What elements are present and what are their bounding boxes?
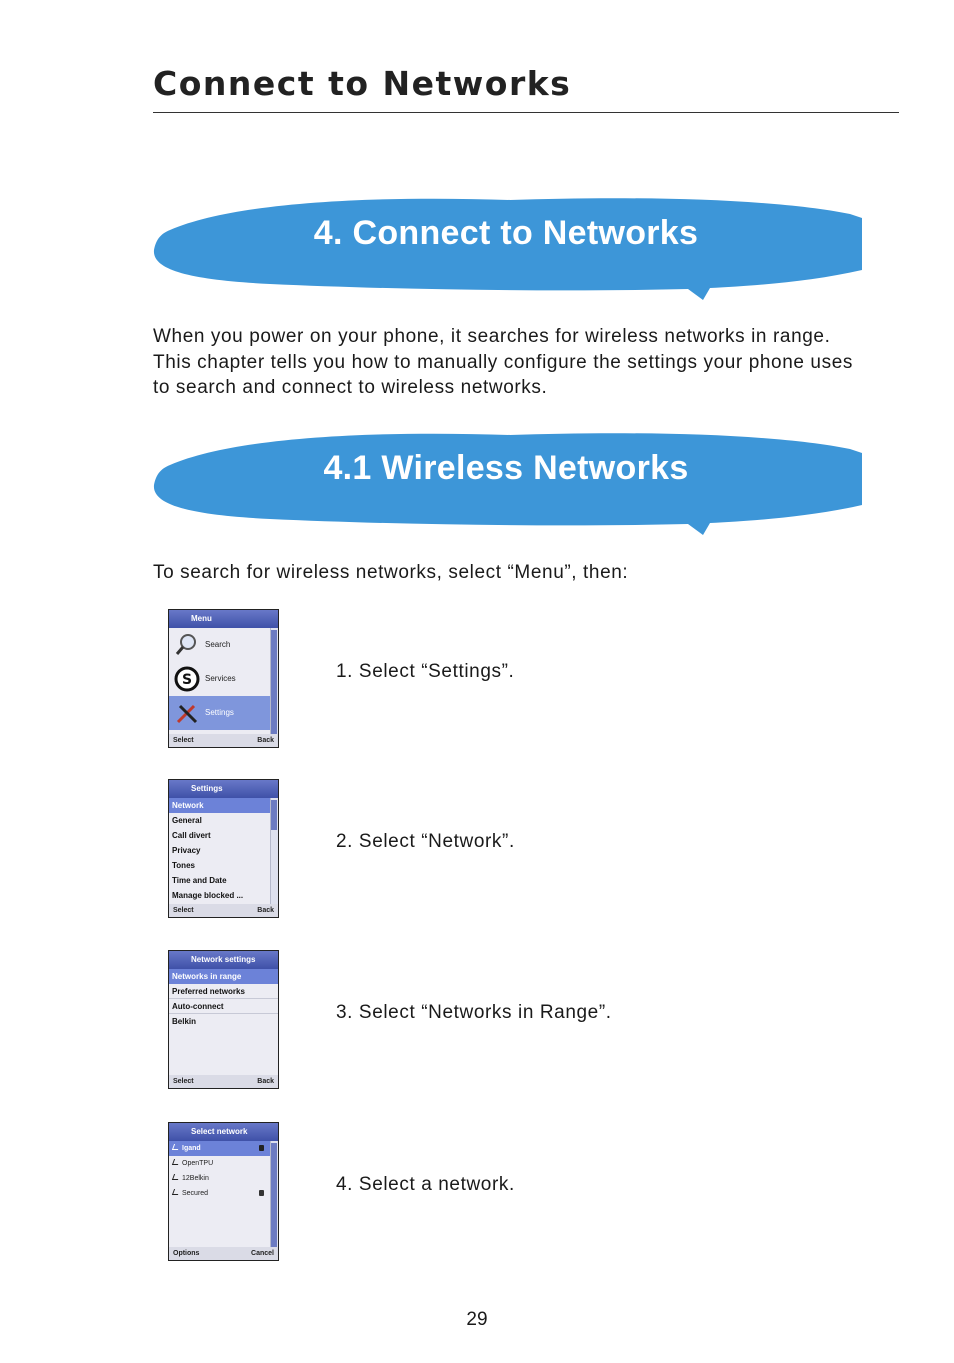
network-name: OpenTPU (182, 1160, 214, 1167)
step-4 (168, 1122, 808, 1262)
phone-screenshot-network-settings (168, 950, 279, 1089)
phone-softkeys (169, 734, 278, 747)
network-item (169, 1156, 270, 1171)
phone-screenshot-settings (168, 779, 279, 918)
chapter-title: 4. Connect to Networks (313, 214, 699, 252)
softkey-right: Back (257, 907, 274, 914)
softkey-left: Select (173, 737, 194, 744)
signal-icon (172, 1174, 180, 1180)
menu-item-label: Settings (205, 708, 234, 717)
phone-body (169, 1141, 270, 1247)
skype-icon (174, 666, 200, 692)
network-item (169, 1171, 270, 1186)
phone-scrollbar (270, 1141, 278, 1247)
signal-icon (172, 1144, 180, 1150)
phone-body (169, 969, 278, 1075)
tools-icon (174, 700, 200, 726)
phone-softkeys (169, 1247, 278, 1260)
list-item: General (172, 816, 202, 825)
phone-screenshot-select-network (168, 1122, 279, 1261)
network-name: Igand (182, 1145, 201, 1152)
step-label: 2. Select “Network”. (336, 831, 515, 852)
signal-icon (172, 1189, 180, 1195)
network-name: 12Belkin (182, 1175, 209, 1182)
running-head: Connect to Networks (153, 64, 572, 103)
lead-paragraph: To search for wireless networks, select “Menu”, then: (153, 562, 629, 583)
phone-softkeys (169, 904, 278, 917)
phone-scrollbar (270, 628, 278, 734)
network-item (169, 1141, 270, 1156)
menu-item-label: Search (205, 640, 231, 649)
lock-icon (259, 1190, 264, 1196)
phone-body (169, 798, 270, 904)
step-2 (168, 779, 808, 919)
softkey-right: Cancel (251, 1250, 274, 1257)
phone-title: Menu (169, 610, 278, 628)
list-item: Tones (172, 861, 195, 870)
menu-item-services (169, 662, 270, 696)
list-item: Preferred networks (169, 984, 278, 999)
step-3 (168, 950, 808, 1090)
phone-softkeys (169, 1075, 278, 1088)
list-item: Time and Date (172, 876, 227, 885)
menu-item-label: Services (205, 674, 236, 683)
magnifier-icon (174, 632, 200, 658)
softkey-left: Select (173, 907, 194, 914)
list-item: Belkin (172, 1017, 197, 1026)
section-title: 4.1 Wireless Networks (323, 449, 689, 487)
list-item: Call divert (172, 831, 211, 840)
phone-body (169, 628, 270, 734)
softkey-right: Back (257, 1078, 274, 1085)
phone-title: Settings (169, 780, 278, 798)
phone-screenshot-menu (168, 609, 279, 748)
menu-item-search (169, 628, 270, 662)
signal-icon (172, 1159, 180, 1165)
svg-text:S: S (181, 672, 193, 688)
header-rule (153, 112, 899, 113)
intro-paragraph: When you power on your phone, it searches for wireless networks in range. This chapter tells you how to manually configure the settings your phone uses to search and connect to wireless networks. (153, 326, 853, 398)
step-label: 1. Select “Settings”. (336, 661, 515, 682)
menu-item-settings (169, 696, 270, 730)
section-banner (150, 427, 862, 539)
step-1 (168, 609, 808, 749)
page-number: 29 (466, 1309, 488, 1330)
list-item: Manage blocked ... (172, 891, 244, 900)
softkey-right: Back (257, 737, 274, 744)
softkey-left: Options (173, 1250, 200, 1257)
chapter-banner (150, 192, 862, 304)
list-item: Network (169, 798, 270, 813)
step-label: 4. Select a network. (336, 1174, 515, 1195)
phone-scrollbar (270, 798, 278, 904)
list-item: Networks in range (169, 969, 278, 984)
lock-icon (259, 1145, 264, 1151)
phone-title: Select network (169, 1123, 278, 1141)
network-item (169, 1186, 270, 1201)
phone-title: Network settings (169, 951, 278, 969)
network-name: Secured (182, 1190, 209, 1197)
list-item: Auto-connect (169, 999, 278, 1014)
step-label: 3. Select “Networks in Range”. (336, 1002, 612, 1023)
softkey-left: Select (173, 1078, 194, 1085)
list-item: Privacy (172, 846, 201, 855)
